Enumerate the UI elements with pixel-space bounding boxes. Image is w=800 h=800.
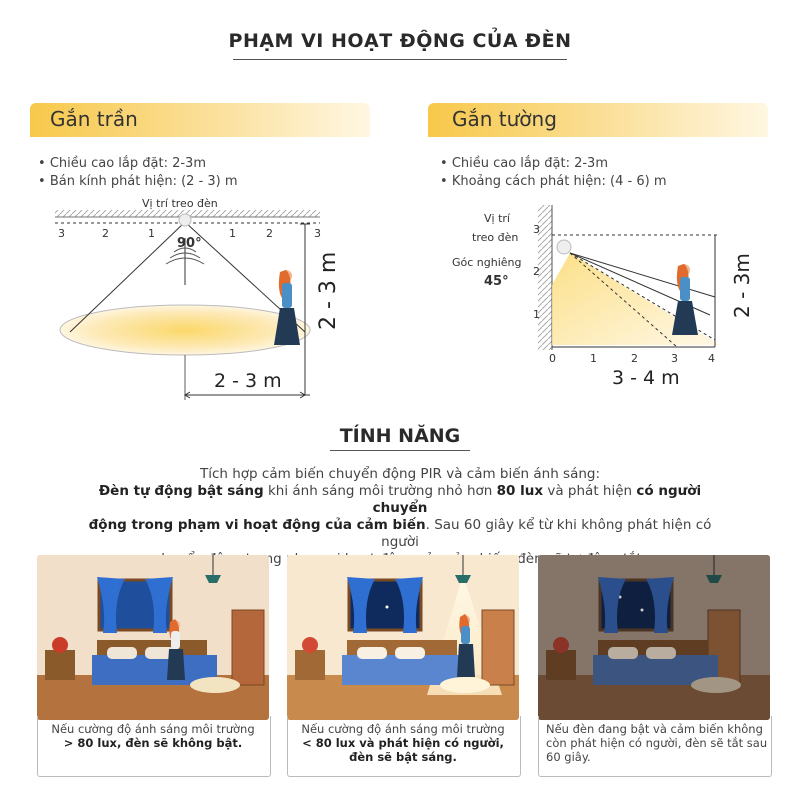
ceiling-tick: 3	[58, 227, 65, 240]
wall-htick: 0	[549, 352, 556, 365]
ceiling-radius-label: 2 - 3 m	[214, 370, 282, 392]
features-title: TÍNH NĂNG	[339, 425, 461, 447]
wall-tab	[428, 103, 768, 137]
features-line: đèn	[517, 551, 543, 567]
ceiling-tick: 2	[266, 227, 273, 240]
features-line: động trong phạm vi hoạt động của cảm biến. Sau 60 giây kể từ khi không phát hiện có người	[88, 517, 712, 550]
wall-bullet-height: • Chiều cao lắp đặt: 2-3m	[440, 156, 608, 171]
wall-vtick: 3	[533, 223, 540, 236]
wall-height-label: 2 - 3m	[730, 253, 754, 318]
wall-htick: 2	[631, 352, 638, 365]
scene-night-light-off	[538, 555, 770, 720]
ceiling-tab-label: Gắn trần	[50, 107, 138, 131]
wall-vtick: 2	[533, 265, 540, 278]
page-title: PHẠM VI HOẠT ĐỘNG CỦA ĐÈN	[228, 30, 572, 52]
ceiling-angle: 90°	[177, 236, 202, 251]
ceiling-tick: 2	[102, 227, 109, 240]
ceiling-tick: 3	[314, 227, 321, 240]
wall-position-label-2: treo đèn	[472, 231, 519, 244]
scene-night-light-on	[287, 555, 519, 720]
wall-htick: 3	[671, 352, 678, 365]
ceiling-height-label: 2 - 3 m	[316, 251, 341, 330]
caption-night-light-off: Nếu đèn đang bật và cảm biến không còn phát hiện có người, đèn sẽ tắt sau 60 giây.	[546, 722, 768, 764]
scene-daylight	[37, 555, 269, 720]
features-line: Đèn tự động bật sáng khi ánh sáng môi trường nhỏ hơn 80 lux và phát hiện có người chuyển	[98, 483, 702, 516]
features-underline	[330, 450, 470, 451]
ceiling-bullet-radius: • Bán kính phát hiện: (2 - 3) m	[38, 174, 238, 189]
ceiling-diagram	[30, 190, 360, 410]
wall-bullet-distance: • Khoảng cách phát hiện: (4 - 6) m	[440, 174, 667, 189]
features-line: Tích hợp cảm biến chuyển động PIR và cảm biến ánh sáng:	[199, 466, 601, 482]
ceiling-bullet-height: • Chiều cao lắp đặt: 2-3m	[38, 156, 206, 171]
ceiling-tab	[30, 103, 370, 137]
ceiling-tick: 1	[148, 227, 155, 240]
caption-night-light-on: Nếu cường độ ánh sáng môi trường < 80 lux và phát hiện có người, đèn sẽ bật sáng.	[301, 722, 505, 764]
title-underline	[233, 59, 567, 60]
wall-htick: 1	[590, 352, 597, 365]
ceiling-position-label: Vị trí treo đèn	[142, 197, 218, 210]
wall-distance-label: 3 - 4 m	[612, 367, 680, 389]
ceiling-tick: 1	[229, 227, 236, 240]
wall-tab-label: Gắn tường	[452, 107, 557, 131]
caption-daylight: Nếu cường độ ánh sáng môi trường > 80 lux, đèn sẽ không bật.	[51, 722, 255, 750]
wall-htick: 4	[708, 352, 715, 365]
wall-tilt-label: Góc nghiêng	[452, 256, 522, 269]
wall-angle: 45°	[484, 274, 509, 289]
wall-vtick: 1	[533, 308, 540, 321]
wall-position-label-1: Vị trí	[484, 212, 510, 225]
features-description	[70, 466, 730, 568]
